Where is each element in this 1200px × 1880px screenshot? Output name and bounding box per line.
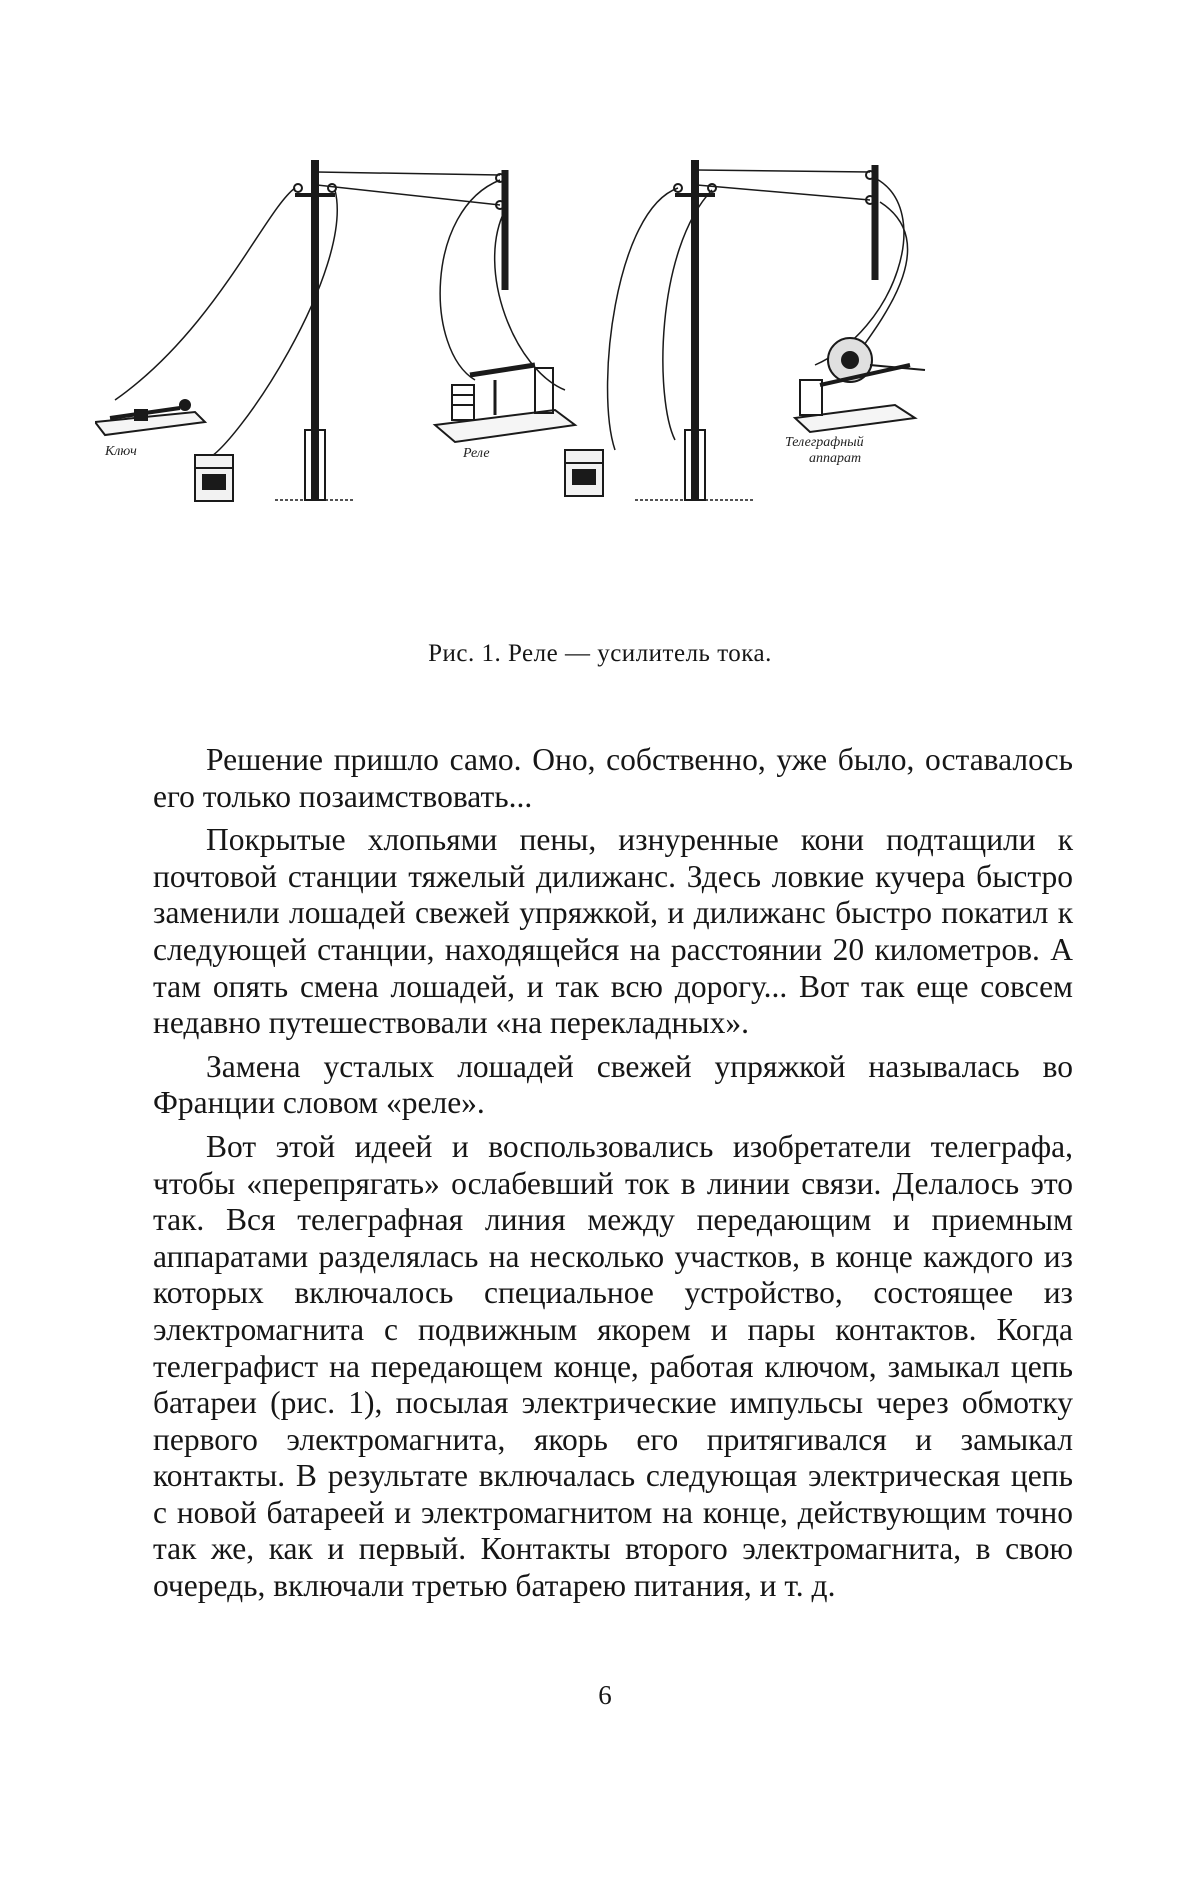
insulator-bracket-2: [866, 165, 875, 280]
label-apparatus-line1: Телеграфный: [785, 435, 864, 450]
battery-1: [195, 455, 233, 501]
telegraph-apparatus: [795, 338, 925, 432]
paragraph: Вот этой идеей и воспользовались изобретатели телеграфа, чтобы «перепрягать» ослабевший ток в линии связи. Делалось это так. Вся телеграфная линия между передающим и приемным аппаратами разделялась на несколько участков, в конце каждого из которых включалось специальное устройство, состоящее из электромагнита с подвижным якорем и пары контактов. Когда телеграфист на передающем конце, работая ключом, замыкал цепь батареи (рис. 1), посылая электрические импульсы через обмотку первого электромагнита, якорь его притягивался и замыкал контакты. В результате включалась следующая электрическая цепь с новой батареей и электромагнитом на конце, действующим точно так же, как и первый. Контакты второго электромагнита, в свою очередь, включали третью батарею питания, и т. д.: [153, 1129, 1073, 1605]
label-apparatus-line2: аппарат: [809, 451, 861, 466]
paragraph: Замена усталых лошадей свежей упряжкой называлась во Франции словом «реле».: [153, 1049, 1073, 1122]
paragraph: Решение пришло само. Оно, собственно, уже было, оставалось его только позаимствовать...: [153, 742, 1073, 815]
battery-2: [565, 450, 603, 496]
body-text: [153, 742, 1073, 1612]
figure-caption: Рис. 1. Реле — усилитель тока.: [0, 640, 1200, 668]
label-key: Ключ: [104, 444, 137, 459]
label-relay: Реле: [462, 446, 490, 461]
telegraph-pole-2: [635, 160, 755, 500]
relay-illustration: [95, 150, 1105, 620]
telegraph-key: [95, 400, 205, 435]
telegraph-pole-1: [275, 160, 355, 500]
page-number: 6: [0, 1680, 1200, 1711]
paragraph: Покрытые хлопьями пены, изнуренные кони подтащили к почтовой станции тяжелый дилижанс. Здесь ловкие кучера быстро заменили лошадей свежей упряжкой, и дилижанс быстро покатил к следующей станции, находящейся на расстоянии 20 километров. А там опять смена лошадей, и так всю дорогу... Вот так еще совсем недавно путешествовали «на перекладных».: [153, 822, 1073, 1042]
relay: [435, 365, 575, 442]
